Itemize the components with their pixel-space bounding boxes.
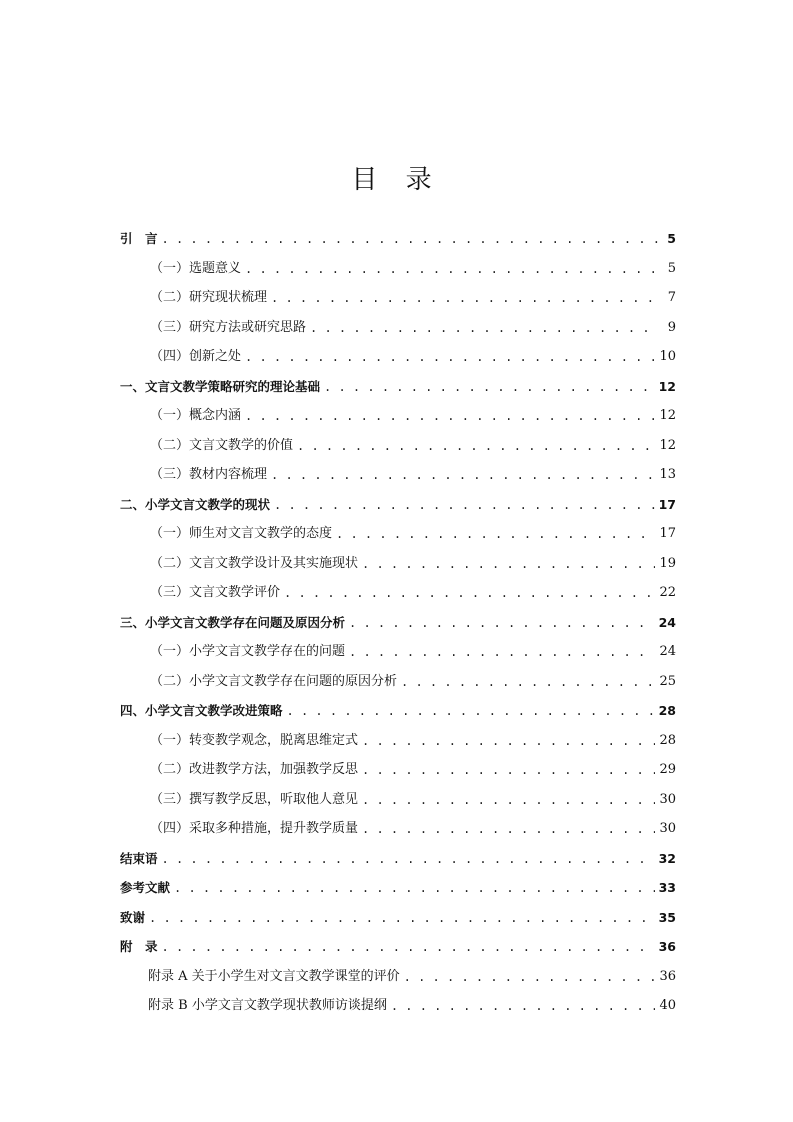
- toc-entry-label: 结束语: [120, 850, 158, 866]
- toc-entry[interactable]: [150, 671, 676, 693]
- toc-leader-dots: [162, 228, 658, 250]
- toc-entry-label: 附录 A 关于小学生对文言文教学课堂的评价: [148, 968, 400, 984]
- toc-entry-label: （二）文言文教学的价值: [150, 437, 294, 453]
- toc-entry[interactable]: [150, 759, 676, 781]
- toc-leader-dots: [362, 818, 655, 840]
- toc-leader-dots: [271, 287, 658, 309]
- toc-entry[interactable]: [120, 700, 676, 722]
- toc-entry[interactable]: [150, 553, 676, 575]
- toc-entry-label: 引 言: [120, 231, 158, 246]
- toc-entry[interactable]: [150, 405, 676, 427]
- toc-entry[interactable]: [148, 995, 676, 1017]
- toc-entry[interactable]: [150, 641, 676, 663]
- toc-entry[interactable]: [150, 464, 676, 486]
- toc-entry-label: （三）撰写教学反思，听取他人意见: [150, 791, 359, 807]
- toc-entry-label: （一）转变教学观念，脱离思维定式: [150, 732, 359, 748]
- toc-entry-page: 13: [659, 467, 676, 482]
- toc-entry-label: 致谢: [120, 909, 146, 925]
- toc-entry-page: 24: [659, 644, 676, 659]
- toc-entry-page: 19: [659, 555, 676, 571]
- toc-entry-label: 一、文言文教学策略研究的理论基础: [120, 378, 321, 394]
- toc-leader-dots: [310, 317, 658, 339]
- toc-entry[interactable]: [150, 287, 676, 309]
- toc-entry-page: 25: [659, 673, 676, 689]
- toc-entry-label: （三）文言文教学评价: [150, 585, 281, 600]
- toc-entry-label: （二）改进教学方法，加强教学反思: [150, 762, 359, 777]
- toc-entry[interactable]: [120, 936, 676, 958]
- toc-entry-page: 5: [667, 231, 676, 246]
- toc-leader-dots: [162, 936, 655, 958]
- toc-entry-label: （二）研究现状梳理: [150, 290, 268, 305]
- toc-entry-label: （三）教材内容梳理: [150, 467, 268, 482]
- toc-entry-label: （一）小学文言文教学存在的问题: [150, 644, 346, 659]
- toc-entry-page: 9: [667, 319, 676, 335]
- toc-entry-page: 33: [658, 880, 676, 895]
- toc-entry[interactable]: [120, 877, 676, 899]
- toc-entry-page: 7: [667, 290, 676, 305]
- toc-entry[interactable]: [120, 376, 676, 398]
- toc-entry[interactable]: [150, 730, 676, 752]
- toc-entry[interactable]: [120, 612, 676, 634]
- toc-entry-label: （三）研究方法或研究思路: [150, 319, 307, 335]
- toc-entry-page: 12: [659, 408, 676, 423]
- toc-leader-dots: [362, 789, 655, 811]
- toc-entry-page: 28: [659, 732, 676, 748]
- toc-entry-page: 36: [659, 968, 676, 984]
- toc-entry[interactable]: [150, 258, 676, 280]
- toc-entry-label: （二）小学文言文教学存在问题的原因分析: [150, 673, 398, 689]
- toc-entry[interactable]: [120, 228, 676, 250]
- toc-entry-page: 24: [658, 614, 676, 630]
- toc-leader-dots: [362, 759, 655, 781]
- toc-entry[interactable]: [150, 523, 676, 545]
- toc-entry-page: 35: [658, 909, 676, 925]
- toc-leader-dots: [401, 671, 655, 693]
- toc-entry-label: 三、小学文言文教学存在问题及原因分析: [120, 614, 346, 630]
- toc-leader-dots: [174, 877, 655, 899]
- toc-entry[interactable]: [120, 848, 676, 870]
- toc-entry-label: 四、小学文言文教学改进策略: [120, 703, 283, 718]
- toc-entry-page: 12: [659, 437, 676, 453]
- toc-entry-label: （四）采取多种措施，提升教学质量: [150, 821, 359, 836]
- toc-entry[interactable]: [120, 494, 676, 516]
- toc-entry-page: 17: [658, 496, 676, 512]
- toc-entry-page: 32: [658, 850, 676, 866]
- toc-leader-dots: [245, 405, 655, 427]
- toc-leader-dots: [362, 553, 655, 575]
- toc-entry-label: 附 录: [120, 939, 158, 954]
- toc-entry-page: 30: [659, 791, 676, 807]
- toc-entry[interactable]: [150, 317, 676, 339]
- toc-entry-page: 30: [659, 821, 676, 836]
- toc-entry-label: （一）师生对文言文教学的态度: [150, 526, 333, 541]
- toc-entry-label: 参考文献: [120, 880, 171, 895]
- toc-entry-label: 二、小学文言文教学的现状: [120, 496, 271, 512]
- toc-entry-page: 17: [659, 526, 676, 541]
- toc-entry[interactable]: [148, 966, 676, 988]
- toc-entry-label: （一）选题意义: [150, 260, 242, 276]
- toc-leader-dots: [284, 582, 655, 604]
- toc-entry-page: 12: [658, 378, 676, 394]
- toc-leader-dots: [404, 966, 656, 988]
- toc-entry[interactable]: [120, 907, 676, 929]
- toc-entry-label: （四）创新之处: [150, 349, 242, 364]
- toc-entry-page: 40: [659, 998, 676, 1013]
- toc-leader-dots: [391, 995, 656, 1017]
- toc-entry-page: 29: [659, 762, 676, 777]
- toc-leader-dots: [149, 907, 655, 929]
- toc-leader-dots: [349, 641, 655, 663]
- toc-leader-dots: [336, 523, 655, 545]
- toc-entry[interactable]: [150, 582, 676, 604]
- toc-entry-page: 10: [659, 349, 676, 364]
- toc-leader-dots: [271, 464, 655, 486]
- toc-entry-label: 附录 B 小学文言文教学现状教师访谈提纲: [148, 998, 387, 1013]
- toc-entry-page: 28: [658, 703, 676, 718]
- page-title: 目 录: [351, 165, 442, 195]
- toc-leader-dots: [297, 435, 655, 457]
- toc-leader-dots: [362, 730, 655, 752]
- toc-entry-page: 22: [659, 585, 676, 600]
- toc-entry-label: （二）文言文教学设计及其实施现状: [150, 555, 359, 571]
- toc-entry[interactable]: [150, 346, 676, 368]
- toc-leader-dots: [245, 346, 655, 368]
- toc-leader-dots: [324, 376, 655, 398]
- toc-entry-page: 36: [658, 939, 676, 954]
- toc-leader-dots: [349, 612, 655, 634]
- toc-entry[interactable]: [150, 789, 676, 811]
- toc-leader-dots: [274, 494, 655, 516]
- toc-leader-dots: [162, 848, 655, 870]
- toc-entry[interactable]: [150, 435, 676, 457]
- toc-entry-page: 5: [667, 260, 676, 276]
- toc-leader-dots: [287, 700, 655, 722]
- toc-leader-dots: [245, 258, 658, 280]
- toc-entry[interactable]: [150, 818, 676, 840]
- toc-entry-label: （一）概念内涵: [150, 408, 242, 423]
